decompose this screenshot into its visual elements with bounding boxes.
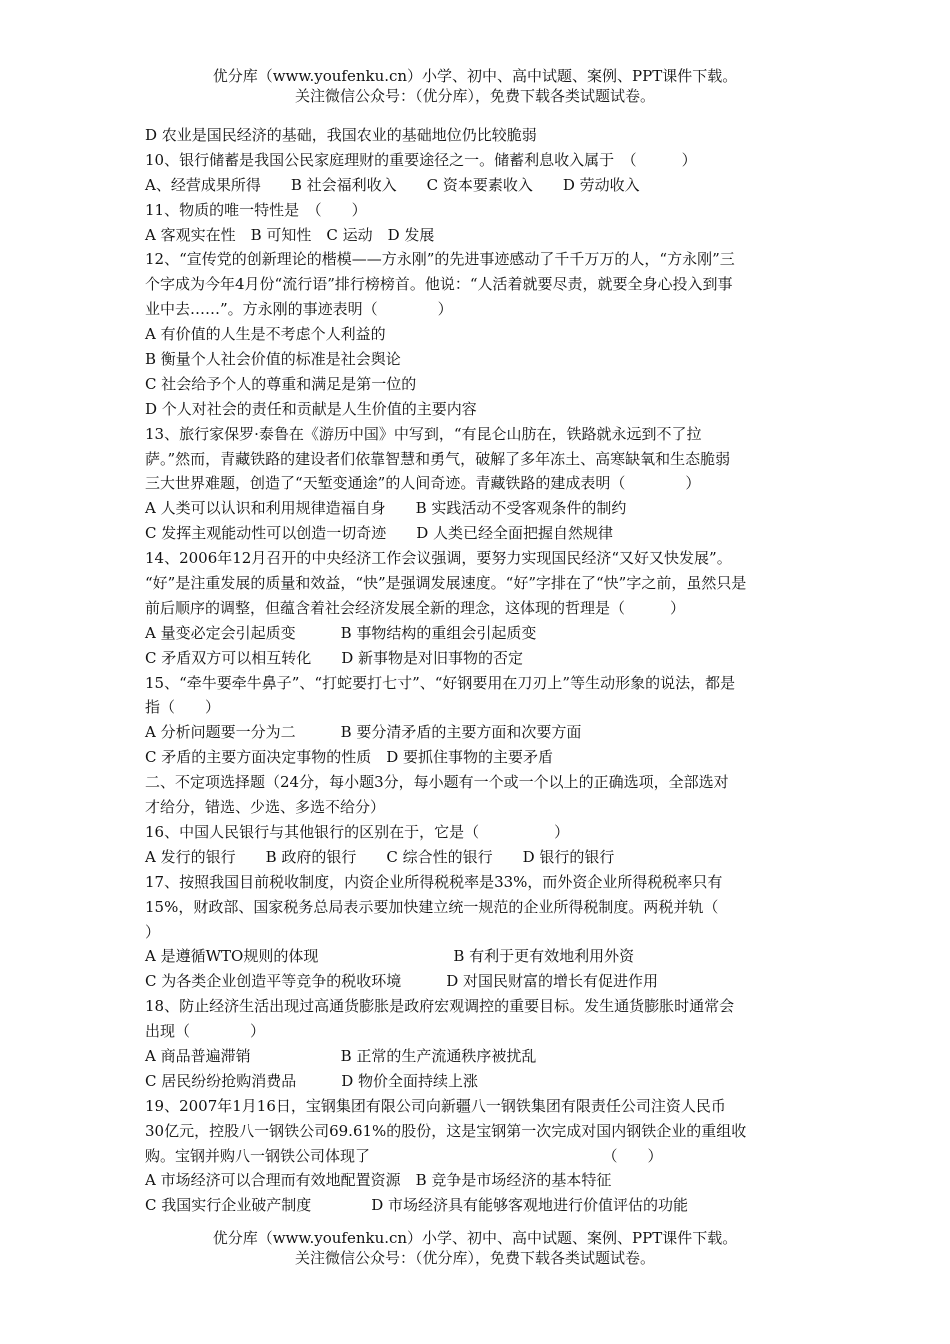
document-body <box>145 123 815 1218</box>
question-11: 11、物质的唯一特性是 （ ） <box>145 200 367 219</box>
section-heading-cont: 才给分，错选、少选、多选不给分） <box>145 798 386 817</box>
option-line: C 社会给予个人的尊重和满足是第一位的 <box>145 374 417 393</box>
question-10-options: A、经营成果所得 B 社会福利收入 C 资本要素收入 D 劳动收入 <box>145 175 640 194</box>
option-line: C 矛盾双方可以相互转化 D 新事物是对旧事物的否定 <box>145 648 524 667</box>
page-header <box>0 66 950 106</box>
option-line: A 量变必定会引起质变 B 事物结构的重组会引起质变 <box>145 623 537 642</box>
text-line: 指（ ） <box>145 698 221 717</box>
text-line: 前后顺序的调整，但蕴含着社会经济发展全新的理念，这体现的哲理是（ ） <box>145 598 686 617</box>
text-line: 出现（ ） <box>145 1022 266 1041</box>
question-18: 18、防止经济生活出现过高通货膨胀是政府宏观调控的重要目标。发生通货膨胀时通常会 <box>145 997 735 1016</box>
question-17: 17、按照我国目前税收制度，内资企业所得税税率是33%，而外资企业所得税税率只有 <box>145 872 723 891</box>
option-line: A 分析问题要一分为二 B 要分清矛盾的主要方面和次要方面 <box>145 723 582 742</box>
option-line: C 发挥主观能动性可以创造一切奇迹 D 人类已经全面把握自然规律 <box>145 524 614 543</box>
option-line: B 衡量个人社会价值的标准是社会舆论 <box>145 350 401 369</box>
footer-line-1: 优分库（www.youfenku.cn）小学、初中、高中试题、案例、PPT课件下载。 <box>212 1229 738 1247</box>
footer-line-2: 关注微信公众号：（优分库），免费下载各类试题试卷。 <box>294 1249 655 1267</box>
question-16: 16、中国人民银行与其他银行的区别在于，它是（ ） <box>145 822 570 841</box>
question-10: 10、银行储蓄是我国公民家庭理财的重要途径之一。储蓄利息收入属于 （ ） <box>145 150 697 169</box>
text-line: 个字成为今年4月份“流行语”排行榜榜首。他说：“人活着就要尽责，就要全身心投入到事 <box>145 275 733 294</box>
text-line: 购。宝钢并购八一钢铁公司体现了 （ ） <box>145 1146 663 1165</box>
header-line-2: 关注微信公众号：（优分库），免费下载各类试题试卷。 <box>294 87 655 105</box>
option-line: C 矛盾的主要方面决定事物的性质 D 要抓住事物的主要矛盾 <box>145 748 554 767</box>
question-14: 14、2006年12月召开的中央经济工作会议强调，要努力实现国民经济“又好又快发展”。 <box>145 549 732 568</box>
text-line: 15%，财政部、国家税务总局表示要加快建立统一规范的企业所得税制度。两税并轨（ <box>145 897 719 916</box>
header-line-1: 优分库（www.youfenku.cn）小学、初中、高中试题、案例、PPT课件下载。 <box>212 67 738 85</box>
option-line: A 市场经济可以合理而有效地配置资源 B 竞争是市场经济的基本特征 <box>145 1171 612 1190</box>
option-line: A 商品普遍滞销 B 正常的生产流通秩序被扰乱 <box>145 1046 537 1065</box>
option-line: C 我国实行企业破产制度 D 市场经济具有能够客观地进行价值评估的功能 <box>145 1196 689 1215</box>
text-line: “好”是注重发展的质量和效益，“快”是强调发展速度。“好”字排在了“快”字之前，虽然只是 <box>145 574 747 593</box>
section-heading: 二、不定项选择题（24分，每小题3分，每小题有一个或一个以上的正确选项，全部选对 <box>145 773 729 792</box>
option-line: A 人类可以认识和利用规律造福自身 B 实践活动不受客观条件的制约 <box>145 499 627 518</box>
question-13: 13、旅行家保罗·泰鲁在《游历中国》中写到，“有昆仑山肪在，铁路就永远到不了拉 <box>145 424 702 443</box>
text-line: 业中去……”。方永刚的事迹表明（ ） <box>145 300 453 319</box>
option-line: C 为各类企业创造平等竞争的税收环境 D 对国民财富的增长有促进作用 <box>145 972 659 991</box>
option-line: A 有价值的人生是不考虑个人利益的 <box>145 325 386 344</box>
question-19: 19、2007年1月16日，宝钢集团有限公司向新疆八一钢铁集团有限责任公司注资人民币 <box>145 1096 726 1115</box>
text-line: 30亿元，控股八一钢铁公司69.61%的股份，这是宝钢第一次完成对国内钢铁企业的重组收 <box>145 1121 747 1140</box>
question-16-options: A 发行的银行 B 政府的银行 C 综合性的银行 D 银行的银行 <box>145 847 615 866</box>
text-line: D 农业是国民经济的基础，我国农业的基础地位仍比较脆弱 <box>145 126 537 144</box>
question-11-options: A 客观实在性 B 可知性 C 运动 D 发展 <box>145 225 435 244</box>
text-line: ） <box>145 922 161 941</box>
text-line: 三大世界难题，创造了“天堑变通途”的人间奇迹。青藏铁路的建成表明（ ） <box>145 474 701 493</box>
question-12: 12、“宣传党的创新理论的楷模——方永刚”的先进事迹感动了千千万万的人，“方永刚”三 <box>145 250 735 269</box>
option-line: D 个人对社会的责任和贡献是人生价值的主要内容 <box>145 399 477 418</box>
page-footer <box>0 1228 950 1268</box>
option-line: C 居民纷纷抢购消费品 D 物价全面持续上涨 <box>145 1071 479 1090</box>
text-line: 萨。”然而，青藏铁路的建设者们依靠智慧和勇气，破解了多年冻土、高寒缺氧和生态脆弱 <box>145 449 731 468</box>
question-15: 15、“牵牛要牵牛鼻子”、“打蛇要打七寸”、“好钢要用在刀刃上”等生动形象的说法，都是 <box>145 673 736 692</box>
option-line: A 是遵循WTO规则的体现 B 有利于更有效地利用外资 <box>145 947 635 966</box>
